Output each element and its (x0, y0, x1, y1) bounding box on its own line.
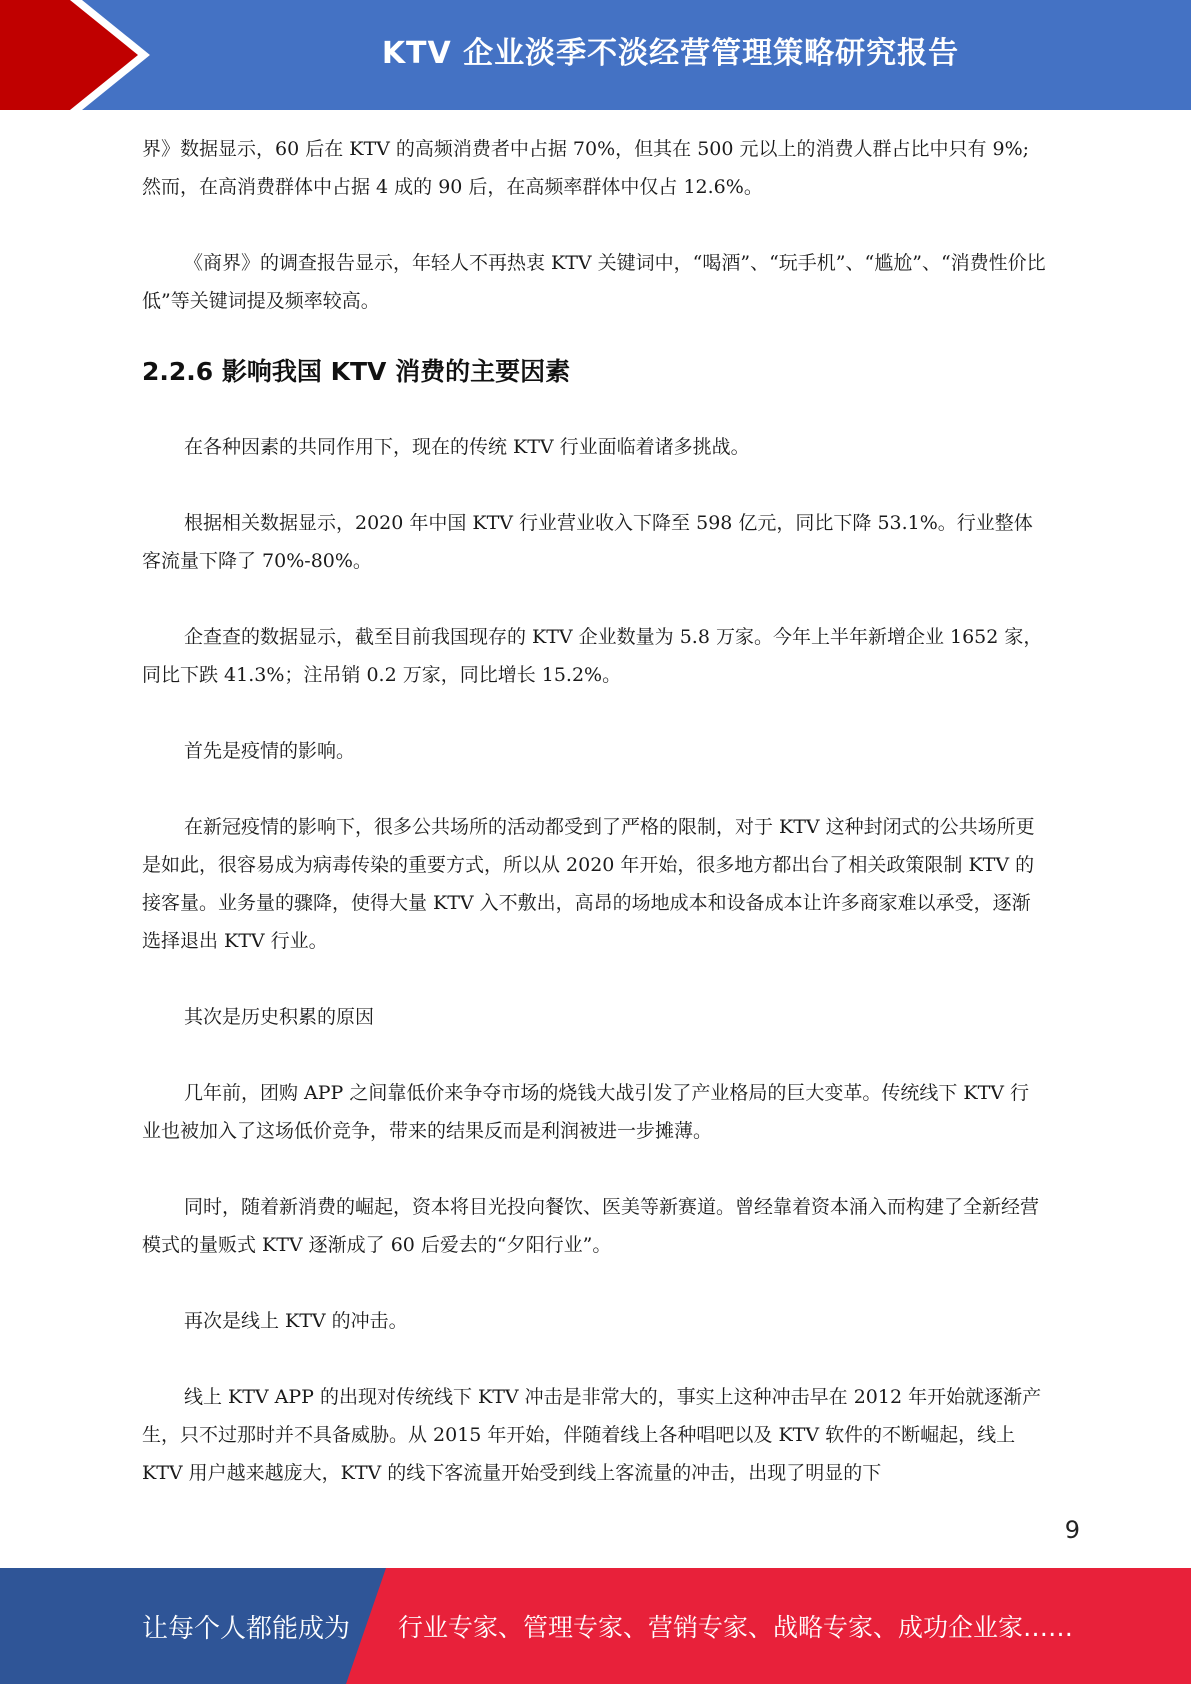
paragraph: 《商界》的调查报告显示，年轻人不再热衷 KTV 关键词中，“喝酒”、“玩手机”、“尴尬”、“消费性价比低”等关键词提及频率较高。 (142, 252, 1046, 312)
section-heading: 2.2.6 影响我国 KTV 消费的主要因素 (142, 357, 571, 386)
paragraph: 几年前，团购 APP 之间靠低价来争夺市场的烧钱大战引发了产业格局的巨大变革。传统线下 KTV 行业也被加入了这场低价竞争，带来的结果反而是利润被进一步摊薄。 (142, 1082, 1030, 1142)
paragraph: 线上 KTV APP 的出现对传统线下 KTV 冲击是非常大的，事实上这种冲击早在 2012 年开始就逐渐产生，只不过那时并不具备威胁。从 2015 年开始，伴随着线上各种唱吧以及 KTV 软件的不断崛起，线上 KTV 用户越来越庞大，KTV 的线下客流量开始受到线上客流量的冲击，出现了明显的下 (142, 1386, 1042, 1484)
paragraph: 在各种因素的共同作用下，现在的传统 KTV 行业面临着诸多挑战。 (184, 436, 750, 458)
header-arrow-decoration (0, 0, 150, 110)
footer-slogan-right: 行业专家、管理专家、营销专家、战略专家、成功企业家…… (398, 1613, 1074, 1642)
paragraph: 首先是疫情的影响。 (184, 740, 356, 762)
paragraph: 再次是线上 KTV 的冲击。 (184, 1310, 408, 1332)
paragraph: 界》数据显示，60 后在 KTV 的高频消费者中占据 70%，但其在 500 元以上的消费人群占比中只有 9%;然而，在高消费群体中占据 4 成的 90 后，在高频率群体中仅占 12.6%。 (142, 138, 1030, 198)
document-body (142, 130, 1047, 1492)
paragraph: 企查查的数据显示，截至目前我国现存的 KTV 企业数量为 5.8 万家。今年上半年新增企业 1652 家，同比下跌 41.3%；注吊销 0.2 万家，同比增长 15.2%。 (142, 626, 1043, 686)
header-title: KTV 企业淡季不淡经营管理策略研究报告 (381, 36, 960, 71)
page-footer (0, 1568, 1191, 1684)
page-header (0, 0, 1191, 110)
paragraph: 同时，随着新消费的崛起，资本将目光投向餐饮、医美等新赛道。曾经靠着资本涌入而构建了全新经营模式的量贩式 KTV 逐渐成了 60 后爱去的“夕阳行业”。 (142, 1196, 1040, 1256)
paragraph: 根据相关数据显示，2020 年中国 KTV 行业营业收入下降至 598 亿元，同比下降 53.1%。行业整体客流量下降了 70%-80%。 (142, 512, 1033, 572)
paragraph: 在新冠疫情的影响下，很多公共场所的活动都受到了严格的限制，对于 KTV 这种封闭式的公共场所更是如此，很容易成为病毒传染的重要方式，所以从 2020 年开始，很多地方都出台了相关政策限制 KTV 的接客量。业务量的骤降，使得大量 KTV 入不敷出，高昂的场地成本和设备成本让许多商家难以承受，逐渐选择退出 KTV 行业。 (142, 816, 1035, 952)
footer-slogan-left: 让每个人都能成为 (142, 1613, 351, 1644)
paragraph: 其次是历史积累的原因 (184, 1006, 375, 1028)
page-number: 9 (1064, 1516, 1080, 1544)
